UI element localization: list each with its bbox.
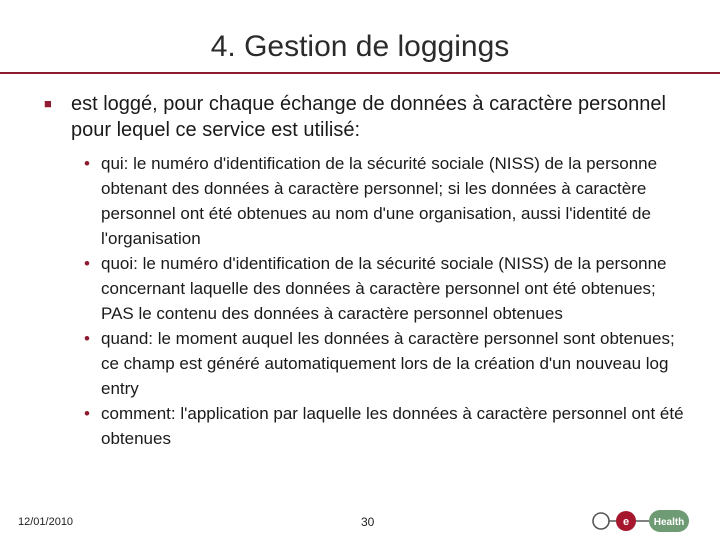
sub-bullet-text: comment: l'application par laquelle les données à caractère personnel ont été obtenues — [101, 404, 684, 448]
sub-bullet-text: quoi: le numéro d'identification de la sécurité sociale (NISS) de la personne concernant laquelle des données à caractère personnel ont été obtenues; PAS le contenu des données à caractère personnel obtenues — [101, 254, 667, 323]
sub-bullet-item — [84, 251, 684, 326]
logo-letter: e — [622, 516, 630, 528]
sub-bullet-text: quand: le moment auquel les données à caractère personnel sont obtenues; ce champ est généré automatiquement lors de la création d'un nouveau log entry — [101, 329, 675, 398]
main-bullet — [44, 91, 684, 143]
dot-bullet-icon: • — [84, 154, 90, 173]
dot-bullet-icon: • — [84, 329, 90, 348]
title-divider — [0, 72, 720, 74]
dot-bullet-icon: • — [84, 404, 90, 423]
page-number: 30 — [361, 515, 375, 529]
sub-bullet-text: qui: le numéro d'identification de la sécurité sociale (NISS) de la personne obtenant des données à caractère personnel; si les données à caractère personnel ont été obtenues au nom d'une organisation, aussi l'identité de l'organisation — [101, 154, 658, 248]
sub-bullet-list — [84, 151, 684, 451]
main-bullet-text: est loggé, pour chaque échange de données à caractère personnel pour lequel ce service est utilisé: — [71, 93, 666, 141]
ehealth-logo — [591, 509, 691, 533]
logo-word: Health — [653, 517, 685, 528]
sub-bullet-item — [84, 151, 684, 251]
footer-date: 12/01/2010 — [18, 516, 74, 528]
sub-bullet-item — [84, 326, 684, 401]
sub-bullet-item — [84, 401, 684, 451]
square-bullet-icon: ■ — [44, 96, 52, 111]
logo-ring-icon — [593, 513, 609, 529]
dot-bullet-icon: • — [84, 254, 90, 273]
slide-title: 4. Gestion de loggings — [210, 30, 510, 63]
